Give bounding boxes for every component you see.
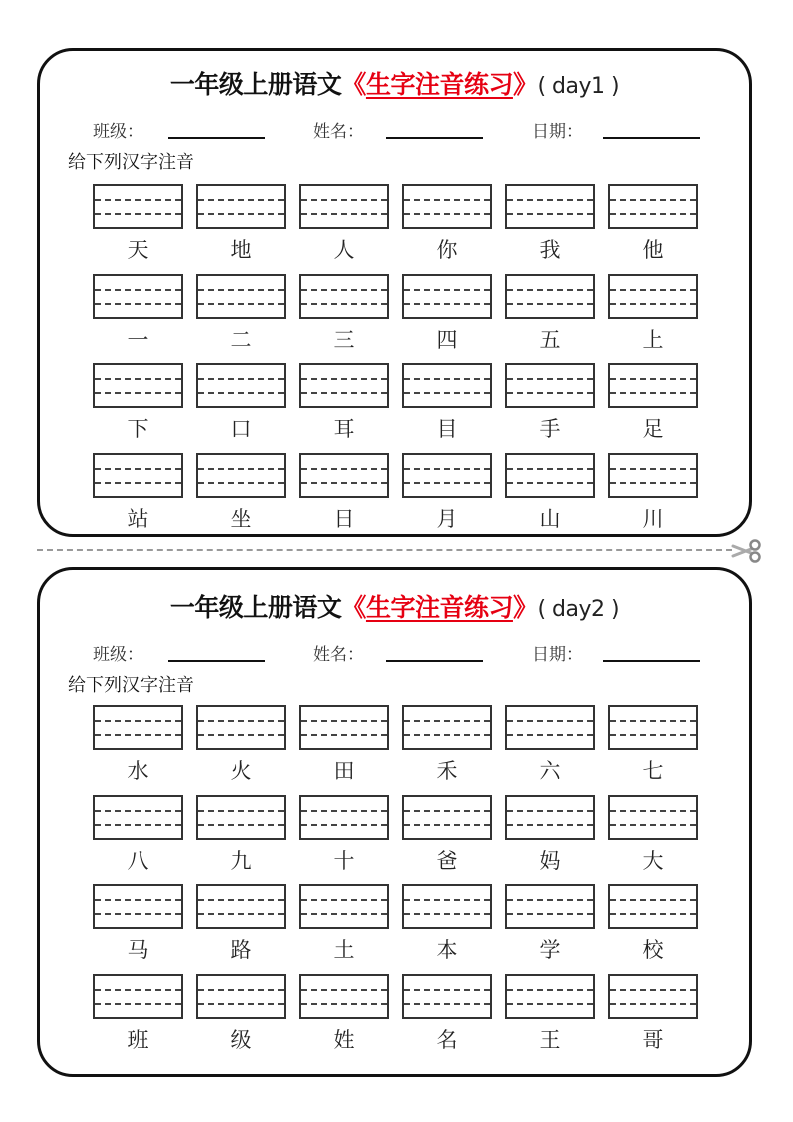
pinyin-writing-box[interactable] [505,705,595,750]
hanzi-character: 目 [436,417,458,441]
pinyin-cell [402,705,492,785]
guide-line [301,392,387,394]
hanzi-character: 日 [333,506,355,531]
hanzi-character: 下 [127,417,149,441]
hanzi-character: 月 [436,506,458,531]
hanzi-character: 姓 [333,1027,355,1052]
grid-row [93,974,700,1064]
pinyin-cell [196,974,286,1054]
pinyin-cell [196,274,286,354]
guide-line [198,303,284,305]
hanzi-character: 三 [333,327,355,352]
pinyin-cell [93,184,183,264]
hanzi-character: 学 [539,938,561,962]
pinyin-cell [608,184,698,264]
pinyin-grid [93,705,700,1063]
hanzi-character: 一 [127,327,149,352]
pinyin-writing-box[interactable] [93,274,183,319]
guide-line [404,303,490,305]
guide-line [95,468,181,470]
hanzi-character: 爸 [436,848,458,873]
pinyin-grid [93,184,700,542]
pinyin-cell [505,795,595,875]
pinyin-writing-box[interactable] [505,884,595,929]
guide-line [404,482,490,484]
class-field[interactable] [168,660,265,662]
guide-line [404,213,490,215]
pinyin-cell [93,974,183,1054]
pinyin-writing-box[interactable] [608,974,698,1019]
hanzi-character: 手 [539,417,561,441]
hanzi-character: 坐 [230,506,252,531]
title-prefix: 一年级上册语文 [169,593,342,622]
hanzi-character: 哥 [642,1027,664,1052]
pinyin-cell [608,974,698,1054]
hanzi-character: 田 [333,759,355,783]
guide-line [198,482,284,484]
hanzi-character: 耳 [333,417,355,441]
guide-line [301,1003,387,1005]
hanzi-character: 妈 [539,848,561,873]
worksheet-card-day2 [37,567,752,1077]
scissors-icon [731,538,761,564]
worksheet-title [40,65,749,101]
guide-line [198,734,284,736]
guide-line [404,824,490,826]
guide-line [404,468,490,470]
pinyin-cell [93,453,183,533]
pinyin-cell [196,884,286,964]
name-field[interactable] [386,137,483,139]
guide-line [404,899,490,901]
guide-line [95,824,181,826]
pinyin-cell [196,705,286,785]
hanzi-character: 九 [230,848,252,873]
grid-row [93,184,700,274]
pinyin-cell [505,453,595,533]
guide-line [610,378,696,380]
hanzi-character: 二 [230,327,252,352]
student-info-row [40,117,749,141]
title-main: 生字注音练习 [365,70,513,99]
guide-line [95,913,181,915]
guide-line [198,468,284,470]
grid-row [93,795,700,885]
guide-line [95,289,181,291]
hanzi-character: 禾 [436,759,458,783]
guide-line [198,1003,284,1005]
pinyin-writing-box[interactable] [196,184,286,229]
pinyin-cell [402,363,492,443]
guide-line [404,378,490,380]
guide-line [507,468,593,470]
guide-line [198,913,284,915]
guide-line [198,810,284,812]
guide-line [95,810,181,812]
title-open-bracket: 《 [341,70,366,99]
pinyin-cell [93,363,183,443]
hanzi-character: 本 [436,938,458,962]
guide-line [95,378,181,380]
guide-line [404,913,490,915]
pinyin-writing-box[interactable] [299,363,389,408]
hanzi-character: 班 [127,1027,149,1052]
guide-line [507,734,593,736]
guide-line [301,899,387,901]
pinyin-cell [299,974,389,1054]
instruction: 给下列汉字注音 [68,675,194,696]
guide-line [507,720,593,722]
guide-line [198,392,284,394]
hanzi-character: 马 [127,938,149,962]
hanzi-character: 六 [539,759,561,783]
pinyin-cell [93,795,183,875]
hanzi-character: 大 [642,848,664,873]
grid-row [93,884,700,974]
pinyin-cell [299,453,389,533]
guide-line [198,824,284,826]
guide-line [507,303,593,305]
pinyin-writing-box[interactable] [299,795,389,840]
guide-line [507,392,593,394]
guide-line [507,989,593,991]
guide-line [404,289,490,291]
guide-line [301,810,387,812]
guide-line [301,824,387,826]
guide-line [404,392,490,394]
pinyin-writing-box[interactable] [402,705,492,750]
pinyin-writing-box[interactable] [505,974,595,1019]
guide-line [198,899,284,901]
title-close-bracket: 》 [512,593,538,622]
pinyin-cell [196,363,286,443]
guide-line [95,720,181,722]
guide-line [507,378,593,380]
pinyin-writing-box[interactable] [299,274,389,319]
guide-line [507,899,593,901]
pinyin-cell [93,884,183,964]
pinyin-cell [402,453,492,533]
hanzi-character: 四 [436,327,458,352]
guide-line [507,810,593,812]
worksheet-title [40,588,749,624]
pinyin-cell [299,274,389,354]
guide-line [404,989,490,991]
date-field[interactable] [603,137,700,139]
guide-line [507,213,593,215]
guide-line [95,199,181,201]
guide-line [301,199,387,201]
guide-line [95,1003,181,1005]
hanzi-character: 七 [642,759,664,783]
grid-row [93,705,700,795]
title-day: ( day2 ) [537,597,620,622]
date-label: 日期： [532,122,583,142]
hanzi-character: 我 [539,238,561,262]
guide-line [301,378,387,380]
pinyin-writing-box[interactable] [299,705,389,750]
name-label: 姓名： [313,122,364,142]
guide-line [610,720,696,722]
pinyin-writing-box[interactable] [608,184,698,229]
pinyin-cell [505,184,595,264]
hanzi-character: 地 [230,238,252,262]
title-highlight [341,593,537,622]
pinyin-writing-box[interactable] [93,184,183,229]
pinyin-writing-box[interactable] [402,974,492,1019]
grid-row [93,363,700,453]
hanzi-character: 八 [127,848,149,873]
guide-line [404,720,490,722]
pinyin-cell [402,274,492,354]
pinyin-cell [402,884,492,964]
hanzi-character: 山 [539,506,561,531]
worksheet-card-day1 [37,48,752,537]
class-label: 班级： [93,645,144,665]
pinyin-cell [93,705,183,785]
pinyin-writing-box[interactable] [196,453,286,498]
pinyin-cell [299,705,389,785]
guide-line [198,213,284,215]
pinyin-cell [608,363,698,443]
guide-line [301,289,387,291]
pinyin-writing-box[interactable] [93,363,183,408]
hanzi-character: 足 [642,417,664,441]
pinyin-writing-box[interactable] [196,274,286,319]
pinyin-cell [608,453,698,533]
title-close-bracket: 》 [512,70,538,99]
hanzi-character: 川 [642,506,664,531]
pinyin-writing-box[interactable] [299,884,389,929]
pinyin-writing-box[interactable] [505,184,595,229]
class-label: 班级： [93,122,144,142]
pinyin-cell [93,274,183,354]
guide-line [404,1003,490,1005]
class-field[interactable] [168,137,265,139]
guide-line [95,482,181,484]
pinyin-writing-box[interactable] [608,274,698,319]
pinyin-cell [505,274,595,354]
guide-line [507,482,593,484]
pinyin-cell [505,974,595,1054]
pinyin-cell [196,795,286,875]
hanzi-character: 级 [230,1027,252,1052]
guide-line [610,734,696,736]
pinyin-cell [299,184,389,264]
pinyin-cell [402,974,492,1054]
guide-line [95,392,181,394]
pinyin-writing-box[interactable] [299,453,389,498]
guide-line [198,720,284,722]
pinyin-writing-box[interactable] [505,795,595,840]
pinyin-cell [299,884,389,964]
name-field[interactable] [386,660,483,662]
pinyin-writing-box[interactable] [196,884,286,929]
title-open-bracket: 《 [341,593,366,622]
guide-line [610,392,696,394]
title-day: ( day1 ) [537,74,620,99]
guide-line [95,213,181,215]
pinyin-writing-box[interactable] [608,705,698,750]
date-label: 日期： [532,645,583,665]
hanzi-character: 口 [230,417,252,441]
hanzi-character: 水 [127,759,149,783]
guide-line [610,468,696,470]
pinyin-writing-box[interactable] [402,453,492,498]
guide-line [610,303,696,305]
guide-line [301,989,387,991]
title-highlight [341,70,537,99]
pinyin-cell [299,795,389,875]
hanzi-character: 站 [127,506,149,531]
guide-line [95,734,181,736]
pinyin-writing-box[interactable] [196,795,286,840]
guide-line [301,913,387,915]
guide-line [610,482,696,484]
pinyin-cell [505,705,595,785]
pinyin-writing-box[interactable] [196,705,286,750]
pinyin-writing-box[interactable] [402,884,492,929]
pinyin-writing-box[interactable] [505,453,595,498]
guide-line [610,289,696,291]
pinyin-writing-box[interactable] [505,363,595,408]
guide-line [95,989,181,991]
guide-line [95,899,181,901]
pinyin-writing-box[interactable] [505,274,595,319]
hanzi-character: 名 [436,1027,458,1052]
hanzi-character: 火 [230,759,252,783]
guide-line [610,199,696,201]
pinyin-cell [608,884,698,964]
pinyin-writing-box[interactable] [93,884,183,929]
guide-line [198,199,284,201]
pinyin-writing-box[interactable] [402,184,492,229]
pinyin-cell [608,274,698,354]
instruction: 给下列汉字注音 [68,152,194,173]
guide-line [610,1003,696,1005]
pinyin-cell [402,184,492,264]
pinyin-writing-box[interactable] [608,363,698,408]
guide-line [507,1003,593,1005]
guide-line [507,824,593,826]
student-info-row [40,640,749,664]
hanzi-character: 路 [230,938,252,962]
guide-line [95,303,181,305]
hanzi-character: 王 [539,1027,561,1052]
title-main: 生字注音练习 [365,593,513,622]
date-field[interactable] [603,660,700,662]
pinyin-writing-box[interactable] [93,974,183,1019]
hanzi-character: 上 [642,327,664,352]
hanzi-character: 十 [333,848,355,873]
pinyin-cell [299,363,389,443]
guide-line [198,289,284,291]
hanzi-character: 天 [127,238,149,262]
guide-line [610,213,696,215]
guide-line [404,734,490,736]
guide-line [198,378,284,380]
pinyin-cell [402,795,492,875]
guide-line [610,810,696,812]
guide-line [301,213,387,215]
cut-line [37,549,732,551]
pinyin-writing-box[interactable] [196,363,286,408]
guide-line [301,303,387,305]
hanzi-character: 土 [333,938,355,962]
grid-row [93,453,700,543]
pinyin-writing-box[interactable] [608,795,698,840]
pinyin-writing-box[interactable] [608,884,698,929]
guide-line [610,913,696,915]
pinyin-writing-box[interactable] [402,795,492,840]
guide-line [507,913,593,915]
pinyin-cell [196,453,286,533]
guide-line [404,810,490,812]
pinyin-writing-box[interactable] [402,274,492,319]
guide-line [507,199,593,201]
hanzi-character: 你 [436,238,458,262]
guide-line [610,899,696,901]
guide-line [198,989,284,991]
guide-line [301,734,387,736]
pinyin-writing-box[interactable] [93,795,183,840]
pinyin-writing-box[interactable] [299,184,389,229]
guide-line [610,824,696,826]
pinyin-cell [608,705,698,785]
guide-line [507,289,593,291]
guide-line [301,482,387,484]
pinyin-cell [608,795,698,875]
hanzi-character: 人 [333,238,355,262]
hanzi-character: 他 [642,238,664,262]
title-prefix: 一年级上册语文 [169,70,342,99]
pinyin-writing-box[interactable] [93,453,183,498]
pinyin-cell [196,184,286,264]
pinyin-writing-box[interactable] [93,705,183,750]
guide-line [301,468,387,470]
hanzi-character: 校 [642,938,664,962]
pinyin-writing-box[interactable] [196,974,286,1019]
grid-row [93,274,700,364]
guide-line [610,989,696,991]
pinyin-cell [505,363,595,443]
guide-line [404,199,490,201]
pinyin-cell [505,884,595,964]
pinyin-writing-box[interactable] [299,974,389,1019]
name-label: 姓名： [313,645,364,665]
hanzi-character: 五 [539,327,561,352]
pinyin-writing-box[interactable] [608,453,698,498]
guide-line [301,720,387,722]
pinyin-writing-box[interactable] [402,363,492,408]
